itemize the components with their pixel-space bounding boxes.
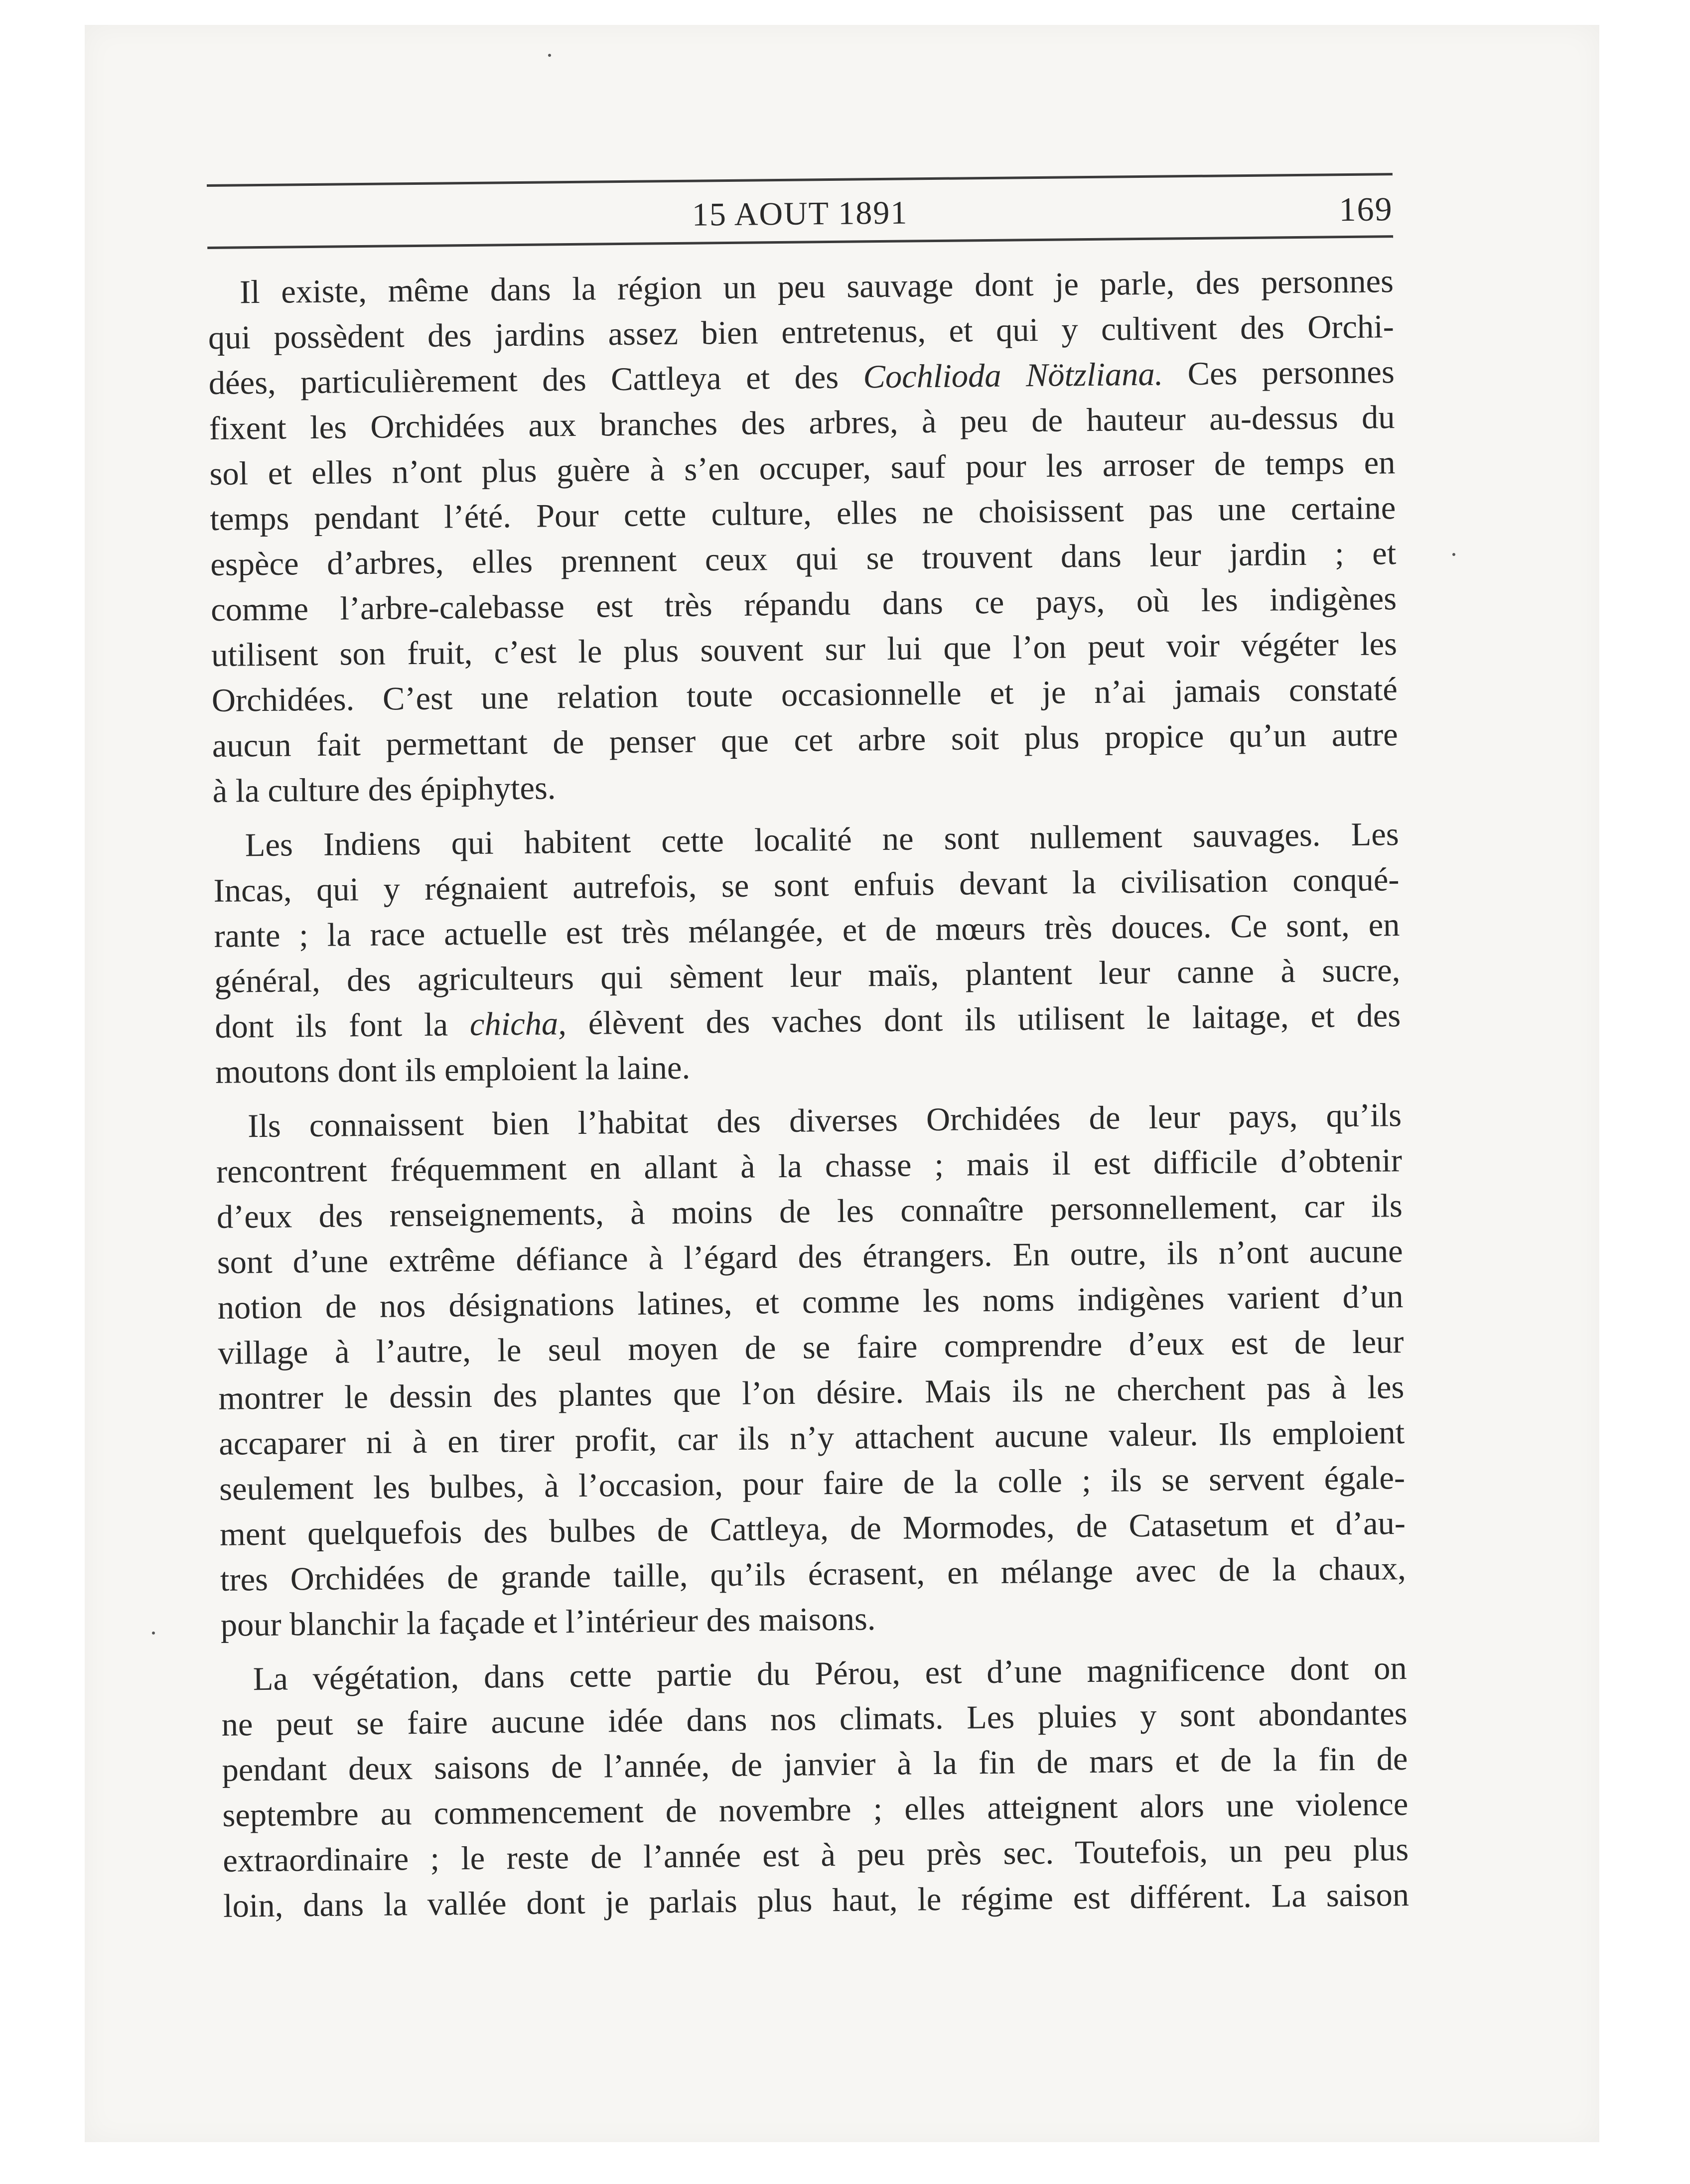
text-line: aucun fait permettant de penser que cet arbre soit plus propice qu’un autre [212,716,1399,764]
paragraph-1 [208,259,1399,814]
text-line: général, des agriculteurs qui sèment leur maïs, plantent leur canne à sucre, [214,952,1401,1000]
text-line: Ils connaissent bien l’habitat des diverses Orchidées de leur pays, qu’ils [247,1097,1402,1145]
text-line: utilisent son fruit, c’est le plus souvent sur lui que l’on peut voir végéter les [211,626,1398,674]
paragraph-4 [221,1645,1409,1929]
text-line: Il existe, même dans la région un peu sauvage dont je parle, des personnes [239,263,1394,311]
text-segment: dont ils font la [214,1006,470,1045]
page-content [207,173,1409,1938]
text-line: village à l’autre, le seul moyen de se faire comprendre d’eux est de leur [218,1324,1404,1371]
text-line: Les Indiens qui habitent cette localité ne sont nullement sauvages. Les [245,816,1399,864]
text-line: extraordinaire ; le reste de l’année est à peu près sec. Toutefois, un peu plus [222,1831,1409,1879]
text-line: d’eux des renseignements, à moins de les connaître personnellement, car ils [216,1188,1403,1235]
text-line: à la culture des épiphytes. [212,770,556,810]
text-line: temps pendant l’été. Pour cette culture, elles ne choisissent pas une certaine [210,490,1396,538]
text-line: rante ; la race actuelle est très mélangée, et de mœurs très douces. Ce sont, en [214,907,1400,955]
text-segment: dées, particulièrement des Cattleya et des [208,359,863,402]
text-line: loin, dans la vallée dont je parlais plus haut, le régime est différent. La saison [223,1876,1409,1924]
text-line: sont d’une extrême défiance à l’égard des étrangers. En outre, ils n’ont aucune [217,1233,1404,1281]
text-line: septembre au commencement de novembre ; elles atteignent alors une violence [222,1786,1408,1834]
page-number: 169 [1339,190,1393,229]
text-line: comme l’arbre-calebasse est très répandu dans ce pays, où les indigènes [210,580,1397,628]
text-line: moutons dont ils emploient la laine. [215,1049,691,1091]
body-text [208,259,1409,1929]
text-line: tres Orchidées de grande taille, qu’ils écrasent, en mélange avec de la chaux, [220,1550,1407,1598]
text-line: ne peut se faire aucune idée dans nos climats. Les pluies y sont abondantes [221,1695,1408,1743]
text-line: ment quelquefois des bulbes de Cattleya, de Mormodes, de Catasetum et d’au- [219,1505,1406,1553]
text-line: seulement les bulbes, à l’occasion, pour faire de la colle ; ils se servent égale- [219,1460,1406,1507]
text-segment: élèvent des vaches dont ils utilisent le laitage, et des [566,997,1401,1042]
text-segment: Ces personnes [1162,354,1395,393]
text-line: Orchidées. C’est une relation toute occasionnelle et je n’ai jamais constaté [211,671,1398,719]
paragraph-2 [213,812,1401,1095]
text-line: qui possèdent des jardins assez bien entretenus, et qui y cultivent des Orchi- [208,308,1395,356]
ink-speck [152,1632,155,1635]
running-header [207,175,1393,247]
italic-word: chicha, [469,1005,567,1043]
text-line: rencontrent fréquemment en allant à la chasse ; mais il est difficile d’obtenir [216,1142,1403,1190]
text-line: pendant deux saisons de l’année, de janvier à la fin de mars et de la fin de [222,1741,1408,1788]
text-line: La végétation, dans cette partie du Pérou, est d’une magnificence dont on [253,1650,1408,1698]
text-line: montrer le dessin des plantes que l’on désire. Mais ils ne cherchent pas à les [218,1369,1405,1417]
text-line: notion de nos désignations latines, et comme les noms indigènes varient d’un [217,1278,1404,1326]
text-line: sol et elles n’ont plus guère à s’en occuper, sauf pour les arroser de temps en [209,444,1396,492]
text-line: espèce d’arbres, elles prennent ceux qui se trouvent dans leur jardin ; et [210,535,1397,583]
text-line: accaparer ni à en tirer profit, car ils n’y attachent aucune valeur. Ils emploient [218,1414,1405,1462]
text-line: pour blanchir la façade et l’intérieur des maisons. [220,1601,876,1643]
text-line: fixent les Orchidées aux branches des arbres, à peu de hauteur au-dessus du [209,399,1395,447]
ink-speck [548,54,551,57]
paragraph-3 [216,1092,1407,1648]
ink-speck [1452,553,1455,556]
text-line: Incas, qui y régnaient autrefois, se sont enfuis devant la civilisation conqué- [213,861,1400,909]
header-date: 15 AOUT 1891 [692,194,908,233]
italic-species-name: Cochlioda Nötzliana. [863,356,1163,396]
